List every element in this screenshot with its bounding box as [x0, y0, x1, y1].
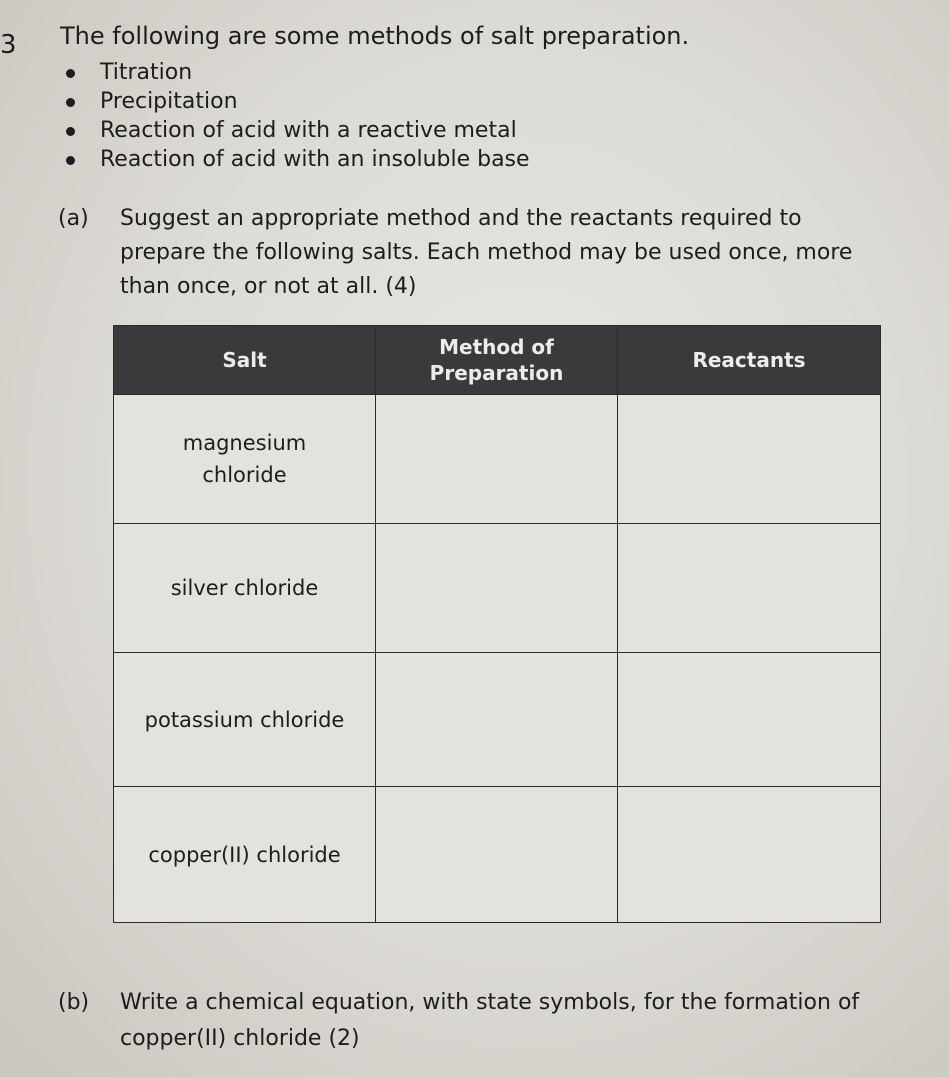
- table-row: [114, 524, 881, 653]
- part-b-label: (b): [58, 990, 90, 1015]
- reactants-answer-cell[interactable]: [618, 787, 881, 923]
- method-label: Reaction of acid with a reactive metal: [100, 118, 517, 143]
- table-header-row: [114, 326, 881, 395]
- part-b: [58, 985, 938, 1057]
- method-answer-cell[interactable]: [376, 653, 618, 787]
- salt-cell: silver chloride: [114, 524, 376, 653]
- reactants-answer-cell[interactable]: [618, 395, 881, 524]
- table-row: [114, 653, 881, 787]
- table-row: [114, 787, 881, 923]
- method-answer-cell[interactable]: [376, 524, 618, 653]
- method-label: Precipitation: [100, 89, 238, 114]
- bullet-icon: [66, 127, 75, 136]
- table-row: [114, 395, 881, 524]
- question-intro: The following are some methods of salt preparation.: [60, 22, 690, 50]
- bullet-icon: [66, 98, 75, 107]
- bullet-icon: [66, 156, 75, 165]
- header-method: Method of Preparation: [376, 326, 618, 395]
- question-number: 3: [0, 30, 17, 60]
- reactants-answer-cell[interactable]: [618, 653, 881, 787]
- salt-cell: magnesium chloride: [114, 395, 376, 524]
- list-item: [60, 58, 530, 87]
- list-item: [60, 145, 530, 174]
- header-reactants: Reactants: [618, 326, 881, 395]
- list-item: [60, 87, 530, 116]
- methods-list: [60, 58, 530, 174]
- method-label: Titration: [100, 60, 193, 85]
- method-answer-cell[interactable]: [376, 787, 618, 923]
- method-label: Reaction of acid with an insoluble base: [100, 147, 530, 172]
- part-a: [58, 202, 888, 304]
- method-answer-cell[interactable]: [376, 395, 618, 524]
- part-a-text: Suggest an appropriate method and the reactants required to prepare the following salts. Each method may be used once, more than once, or not at all. (4): [120, 206, 853, 299]
- bullet-icon: [66, 69, 75, 78]
- reactants-answer-cell[interactable]: [618, 524, 881, 653]
- part-a-label: (a): [58, 206, 89, 231]
- list-item: [60, 116, 530, 145]
- header-salt: Salt: [114, 326, 376, 395]
- salt-cell: potassium chloride: [114, 653, 376, 787]
- salt-cell: copper(II) chloride: [114, 787, 376, 923]
- salts-table: [113, 325, 881, 923]
- part-b-text: Write a chemical equation, with state symbols, for the formation of copper(II) chloride (2): [120, 990, 860, 1051]
